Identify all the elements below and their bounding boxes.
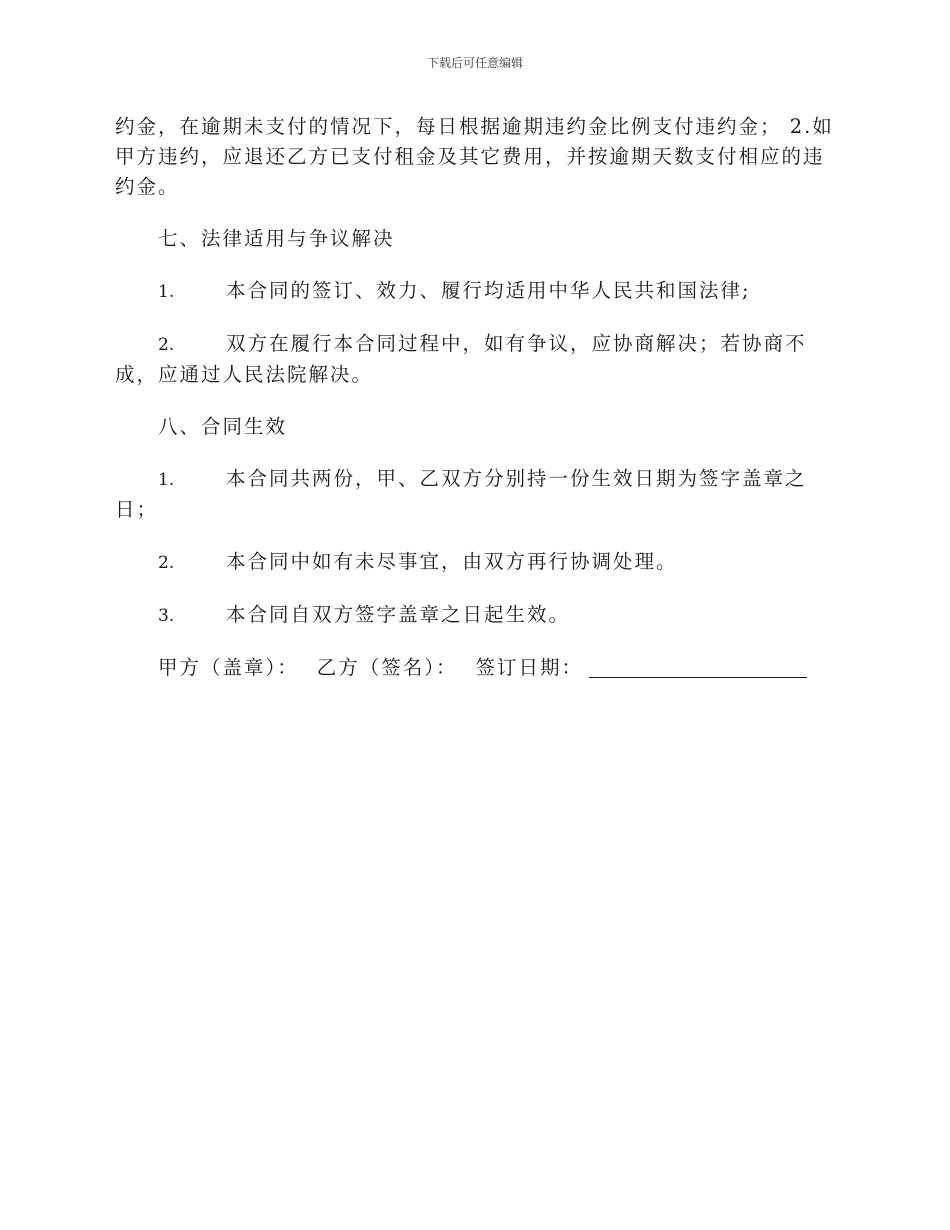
clause-text: 本合同的签订、效力、履行均适用中华人民共和国法律;: [226, 279, 751, 302]
contract-body: [115, 112, 835, 705]
sign-date-label: 签订日期：: [475, 656, 584, 679]
page-header: 下载后可任意编辑: [426, 56, 523, 70]
clause-number: 1.: [158, 470, 175, 490]
party-a-seal-label: 甲方（盖章）：: [158, 656, 299, 679]
clause-text: 双方在履行本合同过程中，如有争议，应协商解决；若协商不成，应通过人民法院解决。: [115, 332, 807, 386]
clause-8-3: [115, 600, 835, 631]
section-title-effect: 八、合同生效: [158, 415, 288, 438]
clause-7-2: [115, 329, 835, 390]
clause-number: 1.: [158, 282, 175, 302]
section-title-law: 七、法律适用与争议解决: [158, 227, 395, 250]
paragraph-penalty: 约金，在逾期未支付的情况下，每日根据逾期违约金比例支付违约金； 2.如甲方违约，应退还乙方已支付租金及其它费用，并按逾期天数支付相应的违约金。: [115, 115, 834, 198]
clause-number: 2.: [158, 553, 175, 573]
clause-number: 2.: [158, 335, 175, 355]
signature-line: [158, 653, 835, 683]
clause-text: 本合同共两份，甲、乙双方分别持一份生效日期为签字盖章之日；: [115, 467, 807, 521]
clause-8-1: [115, 464, 835, 525]
clause-text: 本合同中如有未尽事宜，由双方再行协调处理。: [226, 550, 678, 573]
sign-date-blank: [589, 655, 807, 678]
clause-text: 本合同自双方签字盖章之日起生效。: [226, 603, 571, 626]
clause-8-2: [115, 547, 835, 578]
party-b-sign-label: 乙方（签名）：: [316, 656, 458, 679]
clause-7-1: [115, 276, 835, 307]
clause-number: 3.: [158, 606, 175, 626]
